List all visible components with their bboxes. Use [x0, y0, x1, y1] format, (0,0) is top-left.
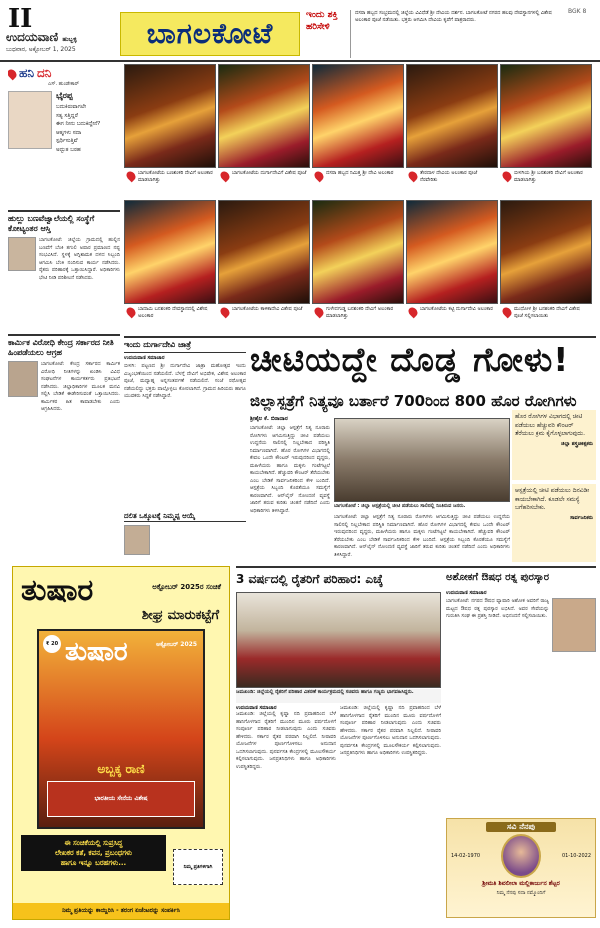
farmers-photo-caption: ಜಮಖಂಡಿ: ಜಿಲ್ಲೆಯಲ್ಲಿ ರೈತರಿಗೆ ಪರಿಹಾರ ವಿತರಣೆ ಕಾರ್ಯಕ್ರಮದಲ್ಲಿ ಸಚಿವರು ಹಾಗೂ ಗಣ್ಯರು ಭಾಗವಹಿಸಿದ್ದರು. [236, 689, 441, 703]
award-story [446, 590, 596, 814]
divider [124, 336, 596, 338]
story-labour-headline: ಕಾರ್ಮಿಕ ವಿರೋಧಿ ಕೇಂದ್ರ ಸರ್ಕಾರದ ನೀತಿ ಹಿಂಪಡೆಯಲು ಆಗ್ರಹ [8, 338, 114, 357]
gallery-photo-10 [500, 200, 592, 304]
ad-promo: ಈ ಸಂಚಿಕೆಯಲ್ಲಿ ಸುಪ್ರಸಿದ್ಧ ಲೇಖಕರ ಕತೆ, ಕವನ, ಪ್ರಬಂಧಗಳು ಹಾಗೂ ಇನ್ನೂ ಬರಹಗಳು... [21, 835, 166, 871]
magazine-cover [37, 629, 205, 829]
story-union-headline: ದಲಿತ ಒಕ್ಕೂಟಕ್ಕೆ ನಿಮ್ಮಪ್ಪ ಆಯ್ಕೆ [124, 512, 246, 522]
poem-title: ಭೈರಪ್ಪ [56, 91, 73, 100]
quote-2-name: ಸಾರ್ವಜನಿಕರು [570, 515, 593, 522]
award-photo [552, 598, 596, 652]
story-union [124, 512, 246, 560]
quote-box-2 [512, 484, 596, 562]
drop-icon [8, 67, 18, 80]
award-body: ಬಾಗಲಕೋಟೆ: ನಗರದ ಔಷಧ ವ್ಯಾಪಾರಿ ಅಶೋಕ ಅವರಿಗೆ ರಾಜ್ಯ ಮಟ್ಟದ ಔಷಧ ರತ್ನ ಪುರಸ್ಕಾರ ಲಭಿಸಿದೆ. ಅವರ ಸೇವೆಯನ್ನು ಗುರುತಿಸಿ ಸಂಘ ಈ ಪ್ರಶಸ್ತಿ ನೀಡಿದೆ. ಅಭಿನಂದನೆ ಸಲ್ಲಿಸಲಾಯಿತು. [446, 598, 549, 619]
gallery-photo-6 [124, 200, 216, 304]
gallery-photo-1 [124, 64, 216, 168]
page-code: BGK 8 [568, 8, 587, 15]
farmers-event-photo [236, 592, 441, 688]
columnist-name: ಎಸ್. ಹುಂಡೇಕಾರ್ [48, 81, 80, 87]
lead-body-text: ಬಾಗಲಕೋಟೆ: ಜಿಲ್ಲಾ ಆಸ್ಪತ್ರೆಗೆ ನಿತ್ಯ ನೂರಾರು ರೋಗಿಗಳು ಆಗಮಿಸುತ್ತಿದ್ದು ಚೀಟಿ ಪಡೆಯಲು ಉದ್ದನೆಯ ಸಾಲಿನಲ್ಲಿ ನಿಲ್ಲಬೇಕಾದ ಪರಿಸ್ಥಿತಿ ನಿರ್ಮಾಣವಾಗಿದೆ. ಹೊರ ರೋಗಿಗಳ ವಿಭಾಗದಲ್ಲಿ ಕೇವಲ ಒಂದೇ ಕೌಂಟರ್ ಇರುವುದರಿಂದ ವೃದ್ಧರು, ಮಹಿಳೆಯರು ಹಾಗೂ ಮಕ್ಕಳು ಗಂಟೆಗಟ್ಟಲೆ ಕಾಯಬೇಕಾಗಿದೆ. ಹೆಚ್ಚುವರಿ ಕೌಂಟರ್ ತೆರೆಯಬೇಕು ಎಂಬ ಬೇಡಿಕೆ ಸಾರ್ವಜನಿಕರಿಂದ ಕೇಳಿ ಬಂದಿದೆ. ಆಸ್ಪತ್ರೆಯ ಸಿಬ್ಬಂದಿ ಕೊರತೆಯೂ ಸಮಸ್ಯೆಗೆ ಕಾರಣವಾಗಿದೆ. ಆನ್‌ಲೈನ್ ನೋಂದಣಿ ವ್ಯವಸ್ಥೆ ಜಾರಿಗೆ ತರುವ ಕುರಿತು ಚಿಂತನೆ ನಡೆದಿದೆ ಎಂದು ಅಧಿಕಾರಿಗಳು ತಿಳಿಸಿದ್ದಾರೆ. [250, 425, 330, 514]
person-photo [8, 361, 38, 397]
story-labour [8, 338, 120, 558]
story-fire-body: ಬಾಗಲಕೋಟೆ: ಜಿಲ್ಲೆಯ ಗ್ರಾಮದಲ್ಲಿ ಹುಲ್ಲಿನ ಬಣವೆಗೆ ಬೆಂಕಿ ತಗುಲಿ ಅಪಾರ ಪ್ರಮಾಣದ ನಷ್ಟ ಸಂಭವಿಸಿದೆ. ಸ್ಥಳಕ್ಕೆ ಅಗ್ನಿಶಾಮಕ ದಳದ ಸಿಬ್ಬಂದಿ ಆಗಮಿಸಿ ಬೆಂಕಿ ನಂದಿಸುವ ಕಾರ್ಯ ನಡೆಸಿದರು. ರೈತರು ಪರಿಹಾರಕ್ಕೆ ಒತ್ತಾಯಿಸಿದ್ದಾರೆ. ಅಧಿಕಾರಿಗಳು ಭೇಟಿ ನೀಡಿ ಪರಿಶೀಲನೆ ನಡೆಸಿದರು. [39, 237, 120, 281]
gallery-caption-4: ತೇರದಾಳ ದೇವಿಯ ಅಲಂಕಾರ ಪೂಜೆ ನೆರವೇರಿತು [406, 168, 498, 196]
divider [8, 334, 120, 336]
memorial-name: ಶ್ರೀಮತಿ ಶಿವಲೀಲಾ ಮಲ್ಲಿಕಾರ್ಜುನ ಶೆಟ್ಟರ [482, 880, 560, 887]
gallery-caption-3: ದಸರಾ ಹಬ್ಬದ ನಿಮಿತ್ತ ಶ್ರೀ ದೇವಿ ಅಲಂಕಾರ [312, 168, 404, 196]
cover-title: ತುಷಾರ [65, 637, 128, 667]
cover-issue: ಅಕ್ಟೋಬರ್ 2025 [156, 641, 197, 648]
gallery-caption-8: ಗುಳೇದಗುಡ್ಡ ಬನಶಂಕರಿ ದೇವಿಗೆ ಅಲಂಕಾರ ಮಾಡಲಾಗಿತ್ತು [312, 304, 404, 332]
gallery-photo-7 [218, 200, 310, 304]
story-durga-headline: ಇಂದು ದುರ್ಗಾದೇವಿ ಜಾತ್ರೆ [124, 340, 246, 353]
lead-byline: ಶ್ರೀಶೈಲ ಕೆ. ಬಿರಾದಾರ [250, 416, 288, 422]
city-masthead: ಬಾಗಲಕೋಟೆ [120, 12, 300, 56]
memorial-title: ಸವಿ ನೆನಪು [486, 822, 556, 832]
quote-box-1 [512, 410, 596, 480]
reporter-photo [8, 237, 36, 271]
award-headline: ಅಶೋಕಗೆ ಔಷಧ ರತ್ನ ಪುರಸ್ಕಾರ [446, 572, 550, 583]
story-labour-body: ಬಾಗಲಕೋಟೆ: ಕೇಂದ್ರ ಸರ್ಕಾರದ ಕಾರ್ಮಿಕ ವಿರೋಧಿ ನೀತಿಗಳನ್ನು ಖಂಡಿಸಿ ವಿವಿಧ ಸಂಘಟನೆಗಳ ಕಾರ್ಯಕರ್ತರು ಪ್ರತಿಭಟನೆ ನಡೆಸಿದರು. ಜಿಲ್ಲಾಧಿಕಾರಿಗಳ ಮೂಲಕ ಮನವಿ ಸಲ್ಲಿಸಿ ಬೇಡಿಕೆ ಈಡೇರಿಸುವಂತೆ ಒತ್ತಾಯಿಸಿದರು. ಕಾರ್ಮಿಕರ ಹಿತ ಕಾಪಾಡಬೇಕು ಎಂದು ಆಗ್ರಹಿಸಿದರು. [41, 361, 120, 412]
dani-label: ದನಿ [37, 66, 52, 80]
gallery-caption-10: ಮುಧೋಳ ಶ್ರೀ ಬನಶಂಕರಿ ದೇವಿಗೆ ವಿಶೇಷ ಪೂಜೆ ಸಲ್ಲಿಸಲಾಯಿತು [500, 304, 592, 332]
lead-body-col2: ಬಾಗಲಕೋಟೆ: ಜಿಲ್ಲಾ ಆಸ್ಪತ್ರೆಗೆ ನಿತ್ಯ ನೂರಾರು ರೋಗಿಗಳು ಆಗಮಿಸುತ್ತಿದ್ದು ಚೀಟಿ ಪಡೆಯಲು ಉದ್ದನೆಯ ಸಾಲಿನಲ್ಲಿ ನಿಲ್ಲಬೇಕಾದ ಪರಿಸ್ಥಿತಿ ನಿರ್ಮಾಣವಾಗಿದೆ. ಹೊರ ರೋಗಿಗಳ ವಿಭಾಗದಲ್ಲಿ ಕೇವಲ ಒಂದೇ ಕೌಂಟರ್ ಇರುವುದರಿಂದ ವೃದ್ಧರು, ಮಹಿಳೆಯರು ಹಾಗೂ ಮಕ್ಕಳು ಗಂಟೆಗಟ್ಟಲೆ ಕಾಯಬೇಕಾಗಿದೆ. ಹೆಚ್ಚುವರಿ ಕೌಂಟರ್ ತೆರೆಯಬೇಕು ಎಂಬ ಬೇಡಿಕೆ ಸಾರ್ವಜನಿಕರಿಂದ ಕೇಳಿ ಬಂದಿದೆ. ಆಸ್ಪತ್ರೆಯ ಸಿಬ್ಬಂದಿ ಕೊರತೆಯೂ ಸಮಸ್ಯೆಗೆ ಕಾರಣವಾಗಿದೆ. ಆನ್‌ಲೈನ್ ನೋಂದಣಿ ವ್ಯವಸ್ಥೆ ಜಾರಿಗೆ ತರುವ ಕುರಿತು ಚಿಂತನೆ ನಡೆದಿದೆ ಎಂದು ಅಧಿಕಾರಿಗಳು ತಿಳಿಸಿದ್ದಾರೆ. [334, 514, 510, 558]
cover-price: ₹ 20 [43, 635, 61, 653]
gallery-caption-7: ಬಾಗಲಕೋಟೆಯ ಕಾಳಿಕಾದೇವಿ ವಿಶೇಷ ಪೂಜೆ [218, 304, 310, 332]
gallery-photo-4 [406, 64, 498, 168]
gallery-photo-9 [406, 200, 498, 304]
lead-banner-headline: ಚೀಟಿಯದ್ದೇ ದೊಡ್ಡ ಗೋಳು! [250, 340, 570, 379]
cartoon-image [8, 91, 52, 149]
farmers-body-col2: ಜಮಖಂಡಿ: ಜಿಲ್ಲೆಯಲ್ಲಿ ಕೃಷ್ಣಾ ನದಿ ಪ್ರವಾಹದಿಂದ ಬೆಳೆ ಹಾನಿಗೊಳಗಾದ ರೈತರಿಗೆ ಮುಂದಿನ ಮೂರು ವರ್ಷದೊಳಗೆ ಸಂಪೂರ್ಣ ಪರಿಹಾರ ನೀಡಲಾಗುವುದು ಎಂದು ಸಚಿವರು ಹೇಳಿದರು. ಸರ್ಕಾರ ರೈತರ ಪರವಾಗಿ ನಿಲ್ಲಲಿದೆ. ನೀರಾವರಿ ಯೋಜನೆಗಳ ಪೂರ್ಣಗೊಳಿಸಲು ಅನುದಾನ ಒದಗಿಸಲಾಗುವುದು. ಪುನರ್ವಸತಿ ಕೇಂದ್ರಗಳಲ್ಲಿ ಮೂಲಸೌಕರ್ಯ ಕಲ್ಪಿಸಲಾಗುವುದು. ಜನಪ್ರತಿನಿಧಿಗಳು ಹಾಗೂ ಅಧಿಕಾರಿಗಳು ಉಪಸ್ಥಿತರಿದ್ದರು. [340, 705, 441, 756]
gallery-photo-8 [312, 200, 404, 304]
ad-footer: ನಿಮ್ಮ ಪ್ರತಿಯನ್ನು ಕಾಯ್ದಿರಿಸಿ - ತರಂಗ ಏಜೆಂಟರನ್ನು ಸಂಪರ್ಕಿಸಿ [13, 903, 229, 919]
hani-dani-column [8, 66, 120, 206]
gallery-photo-5 [500, 64, 592, 168]
memorial-died: 01-10-2022 [561, 853, 591, 859]
farmers-body-text: ಜಮಖಂಡಿ: ಜಿಲ್ಲೆಯಲ್ಲಿ ಕೃಷ್ಣಾ ನದಿ ಪ್ರವಾಹದಿಂದ ಬೆಳೆ ಹಾನಿಗೊಳಗಾದ ರೈತರಿಗೆ ಮುಂದಿನ ಮೂರು ವರ್ಷದೊಳಗೆ ಸಂಪೂರ್ಣ ಪರಿಹಾರ ನೀಡಲಾಗುವುದು ಎಂದು ಸಚಿವರು ಹೇಳಿದರು. ಸರ್ಕಾರ ರೈತರ ಪರವಾಗಿ ನಿಲ್ಲಲಿದೆ. ನೀರಾವರಿ ಯೋಜನೆಗಳ ಪೂರ್ಣಗೊಳಿಸಲು ಅನುದಾನ ಒದಗಿಸಲಾಗುವುದು. ಪುನರ್ವಸತಿ ಕೇಂದ್ರಗಳಲ್ಲಿ ಮೂಲಸೌಕರ್ಯ ಕಲ್ಪಿಸಲಾಗುವುದು. ಜನಪ್ರತಿನಿಧಿಗಳು ಹಾಗೂ ಅಧಿಕಾರಿಗಳು ಉಪಸ್ಥಿತರಿದ್ದರು. [236, 711, 336, 770]
farmers-headline: 3 ವರ್ಷದಲ್ಲಿ ರೈತರಿಗೆ ಪರಿಹಾರ: ಎಚ್ಕೆ [236, 572, 383, 586]
memorial-note: ನಿಮ್ಮ ನೆನಪು ಸದಾ ನಮ್ಮೊಂದಿಗೆ [496, 890, 546, 896]
memorial-born: 14-02-1970 [451, 853, 481, 859]
page-number: II [8, 4, 33, 34]
lead-subheadline: ಜಿಲ್ಲಾಸ್ಪತ್ರೆಗೆ ನಿತ್ಯವೂ ಬರ್ತಾರೆ 700ರಿಂದ 800 ಹೊರ ರೋಗಿಗಳು [250, 392, 577, 410]
quote-1-text: ಹೊರ ರೋಗಿಗಳ ವಿಭಾಗದಲ್ಲಿ ಚೀಟಿ ಪಡೆಯಲು ಹೆಚ್ಚುವರಿ ಕೌಂಟರ್ ತೆರೆಯಲು ಕ್ರಮ ಕೈಗೊಳ್ಳಲಾಗುವುದು. [515, 413, 585, 438]
cover-feature2: ಭಾರತೀಯ ಸೇನೆಯ ವಿಶೇಷ [47, 781, 195, 817]
story-durga-byline: ಉದಯವಾಣಿ ಸಮಾಚಾರ [124, 355, 165, 361]
story-fire-headline: ಹುಲ್ಲು ಬಣವೆಜ್ವಾಲೆಯಲ್ಲಿ ಸಂಸ್ಥೆಗೆ ಕೋಟ್ಯಂತರ ಆಸ್ತಿ [8, 214, 95, 233]
gallery-caption-5: ಬೀಳಗಿಯ ಶ್ರೀ ಬನಶಂಕರಿ ದೇವಿಗೆ ಅಲಂಕಾರ ಮಾಡಲಾಗಿತ್ತು [500, 168, 592, 196]
gallery-photo-2 [218, 64, 310, 168]
hani-label: ಹನಿ [19, 66, 34, 80]
today-label: ಇಂದು ಶಕ್ತಿ ಹರಿಸೇಳಿ [306, 10, 338, 32]
gallery-photo-3 [312, 64, 404, 168]
gallery-caption-1: ಬಾಗಲಕೋಟೆಯ ಬಣಶಂಕರಿ ದೇವಿಗೆ ಅಲಂಕಾರ ಮಾಡಲಾಗಿತ್ತು [124, 168, 216, 196]
divider [236, 566, 596, 568]
header-rule [0, 60, 600, 62]
ad-edition: ಅಕ್ಟೋಬರ್ 2025ರ ಸಂಚಿಕೆ [152, 583, 221, 591]
lead-body-col1 [250, 416, 330, 562]
today-text: ದಸರಾ ಹಬ್ಬದ ಸಂಭ್ರಮದಲ್ಲಿ ಜಿಲ್ಲೆಯ ವಿವಿಧೆಡೆ ಶ್ರೀ ದೇವಿಯ ದರ್ಶನ. ಬಾಗಲಕೋಟೆ ನಗರದ ಹಲವು ದೇವಸ್ಥಾನಗಳಲ್ಲಿ ವಿಶೇಷ ಅಲಂಕಾರ ಪೂಜೆ ನಡೆಯಿತು. ಭಕ್ತರು ಆಗಮಿಸಿ ದೇವಿಯ ಕೃಪೆಗೆ ಪಾತ್ರರಾದರು. [350, 10, 560, 58]
hospital-photo-caption: ಬಾಗಲಕೋಟೆ : ಜಿಲ್ಲಾ ಆಸ್ಪತ್ರೆಯಲ್ಲಿ ಚೀಟಿ ಪಡೆಯಲು ಸಾಲಿನಲ್ಲಿ ನಿಂತಿರುವ ಜನರು. [334, 503, 466, 509]
cover-feature: ಅಬ್ಬಕ್ಕ ರಾಣಿ [97, 762, 145, 776]
tushara-magazine-ad[interactable] [12, 566, 230, 920]
story-durga [124, 340, 246, 510]
memorial-ad [446, 818, 596, 918]
union-person-photo [124, 525, 150, 555]
gallery-caption-6: ಬಾದಾಮಿ ಬನಶಂಕರಿ ದೇವಸ್ಥಾನದಲ್ಲಿ ವಿಶೇಷ ಅಲಂಕಾರ [124, 304, 216, 332]
ad-tagline: ಶೀಘ್ರ ಮಾರುಕಟ್ಟೆಗೆ [141, 608, 219, 623]
issue-date: ಬುಧವಾರ, ಅಕ್ಟೋಬರ್ 1, 2025 [6, 46, 76, 53]
story-fire [8, 214, 120, 332]
hospital-queue-photo [334, 418, 510, 502]
farmers-byline: ಉದಯವಾಣಿ ಸಮಾಚಾರ [236, 705, 277, 711]
quote-2-text: ಆಸ್ಪತ್ರೆಯಲ್ಲಿ ಚೀಟಿ ಪಡೆಯಲು ದಿನವಿಡೀ ಕಾಯಬೇಕಾಗಿದೆ. ಕೂಡಲೇ ಸಮಸ್ಯೆ ಬಗೆಹರಿಸಬೇಕು. [515, 487, 590, 512]
quote-1-name: ಜಿಲ್ಲಾ ಶಸ್ತ್ರಚಿಕಿತ್ಸಕರು [561, 441, 593, 448]
memorial-portrait [501, 834, 541, 878]
ad-badge: ನಿಮ್ಮ ಪ್ರತಿಗಳಿಗಾಗಿ [173, 849, 223, 885]
divider [8, 210, 120, 212]
poem-lines: ಬದುಕಿರುವಾಗಲೇ ಸತ್ಯ ಸತ್ತಿದ್ದರೆ ಈಗ ನೀನು ಬದುಕಿದ್ದೇನೆ? ಆತ್ಮಗಳು ಸದಾ ಸ್ಪರ್ಧಿಸುತ್ತಿವೆ ಅದ್ಭುತ ಬರಹ [56, 104, 101, 153]
newspaper-logo: ಉದಯವಾಣಿ ಹುಬ್ಬಳ್ಳಿ [6, 30, 77, 44]
gallery-caption-9: ಬಾಗಲಕೋಟೆಯ ಕಟ್ಟಿ ದುರ್ಗಾದೇವಿ ಅಲಂಕಾರ [406, 304, 498, 332]
story-durga-body: ಬೀಳಗಿ: ಪಟ್ಟಣದ ಶ್ರೀ ದುರ್ಗಾದೇವಿ ಜಾತ್ರಾ ಮಹೋತ್ಸವ ಇಂದು ವಿಜೃಂಭಣೆಯಿಂದ ನಡೆಯಲಿದೆ. ಬೆಳಗ್ಗೆ ದೇವಿಗೆ ಅಭಿಷೇಕ, ವಿಶೇಷ ಅಲಂಕಾರ ಪೂಜೆ, ಮಧ್ಯಾಹ್ನ ಅನ್ನಸಂತರ್ಪಣೆ ನಡೆಯಲಿದೆ. ಸಂಜೆ ರಥೋತ್ಸವ ನಡೆಯಲಿದ್ದು ಭಕ್ತರು ಪಾಲ್ಗೊಳ್ಳಲು ಕೋರಲಾಗಿದೆ. ಗ್ರಾಮದ ಹಿರಿಯರು ಹಾಗೂ ಯುವಕರು ಸಿದ್ಧತೆ ನಡೆಸಿದ್ದಾರೆ. [124, 363, 246, 399]
farmers-body-col1 [236, 705, 336, 921]
award-byline: ಉದಯವಾಣಿ ಸಮಾಚಾರ [446, 590, 487, 596]
gallery-caption-2: ಬಾಗಲಕೋಟೆಯ ದುರ್ಗಾದೇವಿಗೆ ವಿಶೇಷ ಪೂಜೆ [218, 168, 310, 196]
ad-brand: ತುಷಾರ [21, 573, 94, 608]
